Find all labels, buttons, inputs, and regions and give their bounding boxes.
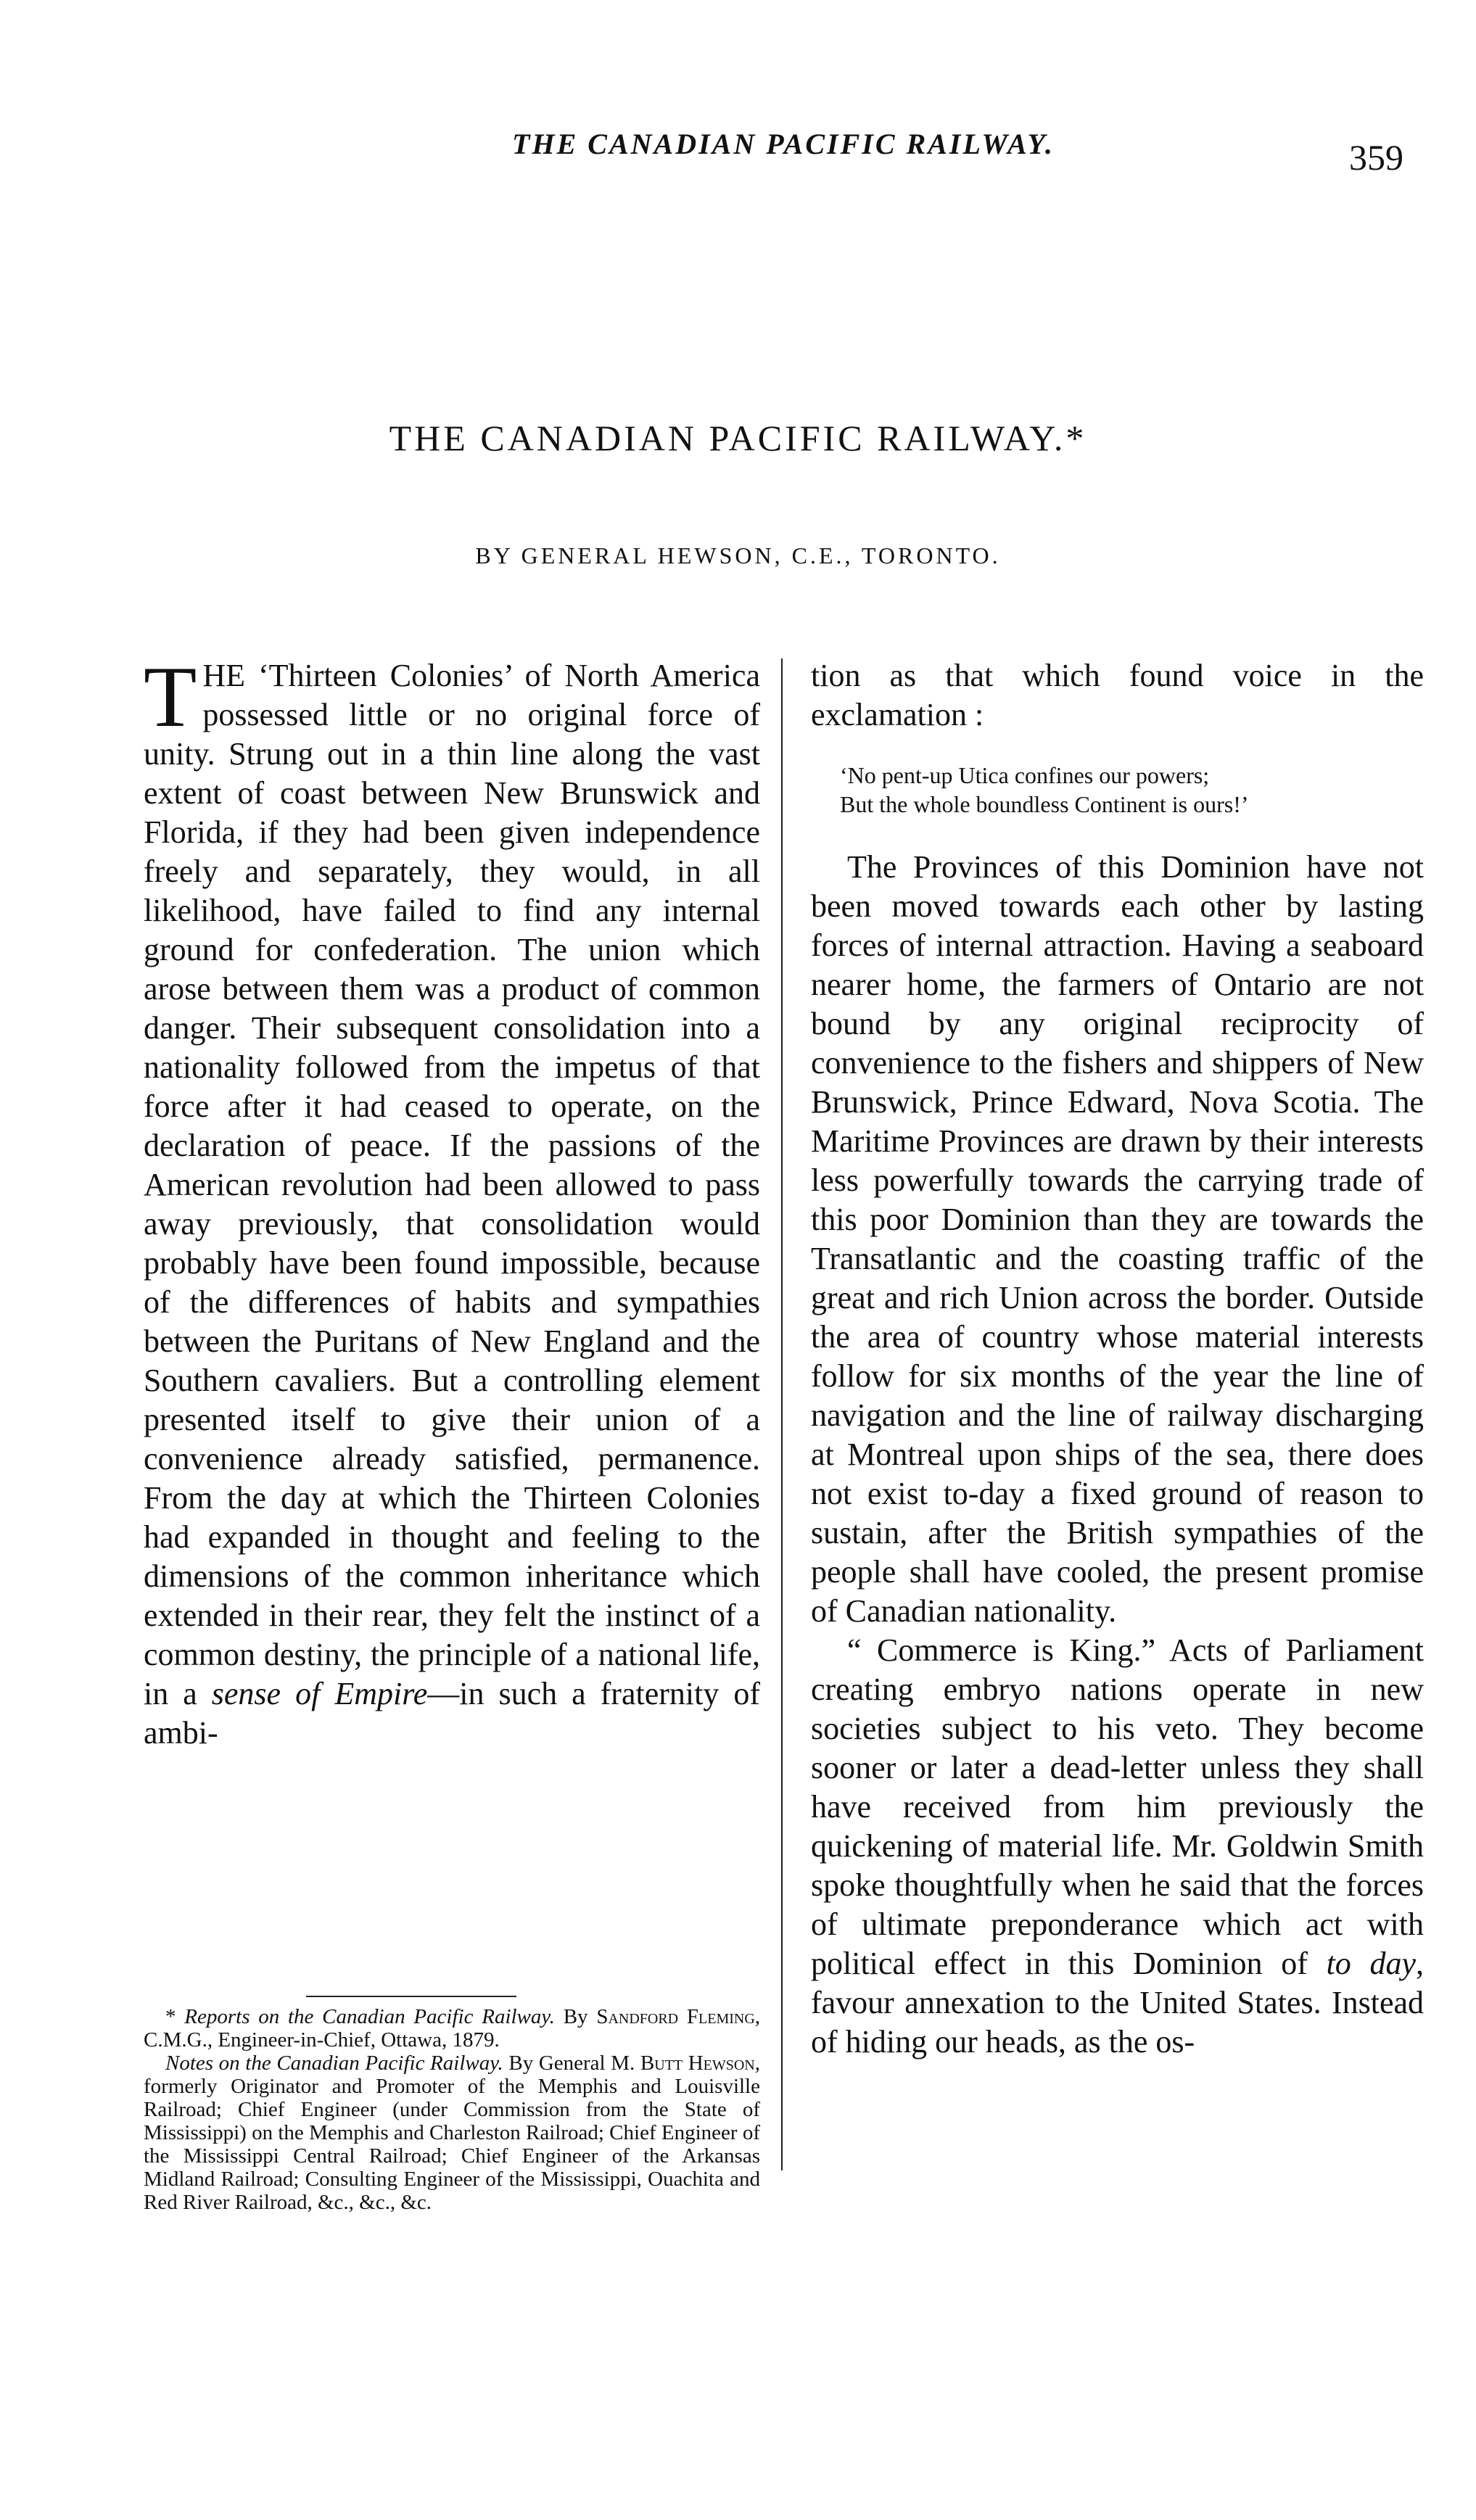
footnote-text: , formerly Originator and Promoter of the Memphis and Louisville Railroad; Chief Engineer (under Commission from the State of Mississippi) on the Memphis and Charleston Railroad; Chief Engineer of the Mississippi Central Railroad; Chief Engineer of the Arkansas Midland Railroad; Consulting Engineer of the Mississippi, Ouachita and Red River Railroad, &c., &c., &c. bbox=[144, 2052, 760, 2214]
paragraph-text: “ Commerce is King.” Acts of Parliament creating embryo nations operate in new societies subject to his veto. They become sooner or later a dead-letter unless they shall have received from him previously the quickening of material life. Mr. Goldwin Smith spoke thoughtfully when he said that the forces of ultimate preponderance which act with political effect in this Dominion of bbox=[811, 1632, 1424, 1981]
paragraph bbox=[811, 1631, 1424, 2062]
page-number: 359 bbox=[1349, 137, 1403, 178]
verse-line: ‘No pent-up Utica confines our powers; bbox=[840, 762, 1210, 788]
paragraph-text: HE ‘Thirteen Colonies’ of North America possessed little or no original force of unity. Strung out in a thin line along the vast extent of coast between New Brunswick and Florida, if they had been given independence freely and separately, they would, in all likelihood, have failed to find any internal ground for confederation. The union which arose between them was a product of common danger. Their subsequent consolidation into a nationality followed from the impetus of that force after it had ceased to operate, on the declaration of peace. If the passions of the American revolution had been allowed to pass away previously, that consolidation would probably have been found impossible, because of the differences of habits and sympathies between the Puritans of New England and the Southern cavaliers. But a controlling element presented itself to give their union of a convenience already satisfied, permanence. From the day at which the Thirteen Colonies had expanded in thought and feeling to the dimensions of the common inheritance which extended in their rear, they felt the instinct of a common destiny, the principle of a national life, in a bbox=[144, 658, 760, 1711]
verse-line: But the whole boundless Continent is ours!’ bbox=[840, 791, 1249, 817]
article-title: THE CANADIAN PACIFIC RAILWAY.* bbox=[389, 418, 1087, 458]
right-column bbox=[811, 656, 1424, 2062]
emphasis-text: sense of Empire bbox=[211, 1676, 428, 1711]
footnote-text: By General M. bbox=[508, 2052, 635, 2075]
left-column bbox=[144, 648, 760, 1753]
footnote-author: Butt Hewson bbox=[640, 2052, 755, 2075]
paragraph-text: —in such a fraternity of ambi- bbox=[144, 1676, 760, 1751]
footnote-mark: * bbox=[165, 2005, 176, 2028]
footnote bbox=[144, 2005, 760, 2052]
footnote-title: Notes on the Canadian Pacific Railway. bbox=[165, 2052, 503, 2075]
footnote bbox=[144, 2052, 760, 2214]
footnote-title: Reports on the Canadian Pacific Railway. bbox=[184, 2005, 555, 2028]
verse-quote bbox=[840, 761, 1424, 819]
article-byline: BY GENERAL HEWSON, C.E., TORONTO. bbox=[475, 542, 1001, 569]
running-head: THE CANADIAN PACIFIC RAILWAY. bbox=[512, 128, 1055, 160]
footnote-author: Sandford Fleming bbox=[596, 2005, 755, 2028]
footnote-divider bbox=[306, 1996, 516, 1997]
paragraph-text: , favour annexation to the United States. Instead of hiding our heads, as the os- bbox=[811, 1946, 1425, 2060]
footnotes bbox=[144, 2005, 760, 2214]
footnote-text: By bbox=[563, 2005, 588, 2028]
emphasis-text: to day bbox=[1326, 1946, 1417, 1981]
paragraph: tion as that which found voice in the exclamation : bbox=[811, 658, 1424, 732]
paragraph: The Provinces of this Dominion have not been moved towards each other by lasting forces of internal attraction. Having a seaboard nearer home, the farmers of Ontario are not bound by any original reciprocity of convenience to the fishers and shippers of New Brunswick, Prince Edward, Nova Scotia. The Maritime Provinces are drawn by their interests less powerfully towards the carrying trade of this poor Dominion than they are towards the Transatlantic and the coasting traffic of the great and rich Union across the border. Outside the area of country whose material interests follow for six months of the year the line of navigation and the line of railway discharging at Montreal upon ships of the sea, there does not exist to-day a fixed ground of reason to sustain, after the British sympathies of the people shall have cooled, the present promise of Canadian nationality. bbox=[811, 849, 1424, 1629]
paragraph bbox=[144, 648, 760, 1753]
footnote-text: , C.M.G., Engineer-in-Chief, Ottawa, 1879. bbox=[144, 2005, 761, 2052]
drop-cap: T bbox=[144, 648, 197, 745]
column-divider bbox=[781, 658, 783, 2170]
